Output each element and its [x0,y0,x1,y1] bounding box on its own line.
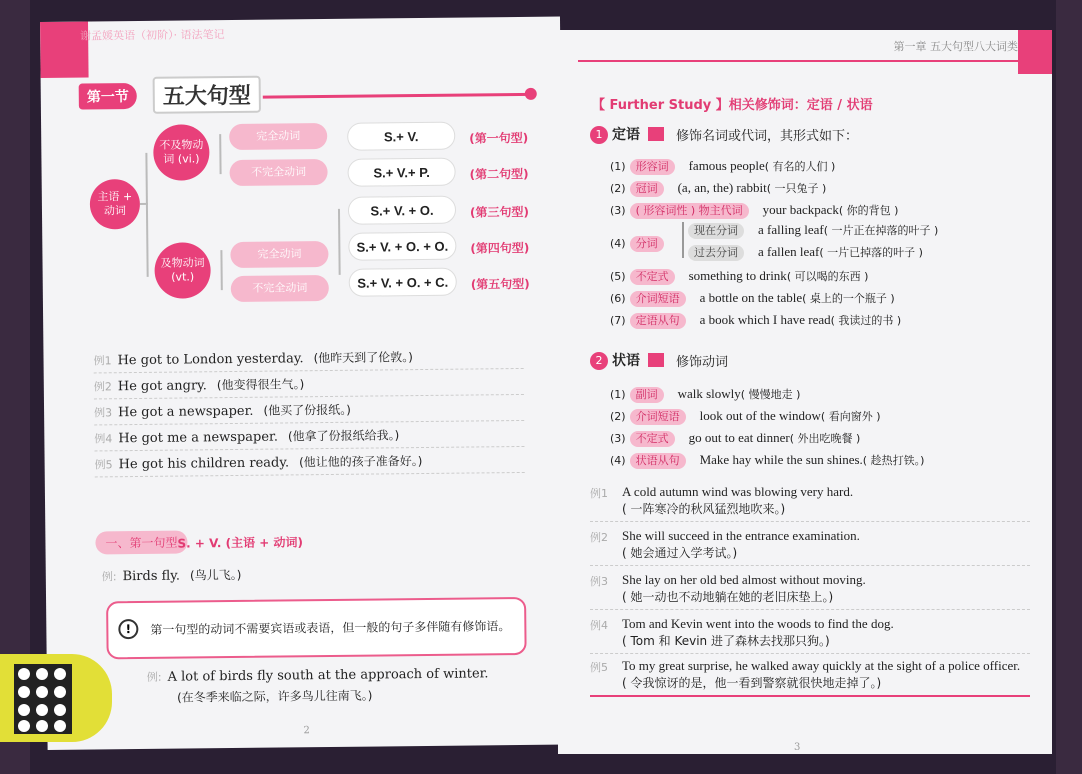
item-zh: ( 一片已掉落的叶子 ) [819,246,923,259]
example-label: 例5 [94,458,113,472]
formula-4: S.+ V. + O. + O. [348,232,456,261]
right-page [558,30,1052,754]
example-en: He got me a newspaper. [118,429,279,447]
example-zh: (他变得很生气。) [216,377,305,393]
item-zh: ( 一只兔子 ) [766,182,827,195]
item-number: (6) [610,292,626,305]
item-en: a falling leaf [758,222,824,237]
section-2-desc: 修饰动词 [676,355,729,370]
item-tag: 不定式 [630,269,675,285]
example-zh: ( 一阵寒冷的秋风猛烈地吹来。) [622,502,786,516]
bookmark-dot [54,686,66,698]
example-en: He got to London yesterday. [117,351,304,369]
bookmark-dot [36,704,48,716]
example-en: He got a newspaper. [118,403,254,421]
bookmark-dot [54,720,66,732]
item-tag: 定语从句 [630,313,686,329]
item-tag: 冠词 [630,181,664,197]
sub-section-badge: 一、第一句型 [95,530,187,554]
item-zh: ( 一片正在掉落的叶子 ) [823,224,939,237]
example-zh: (鸟儿飞。) [189,567,242,583]
example-label: 例2 [590,531,608,544]
type-5: (第五句型) [470,276,530,292]
example-row [94,399,524,426]
bookmark-dot [18,668,30,680]
example-row [94,425,524,452]
adv-item [610,386,800,403]
participle-brace [682,222,684,258]
item-tag: ( 形容词性 ) 物主代词 [630,203,749,219]
item-zh: ( 你的背包 ) [838,204,899,217]
item-tag: 过去分词 [688,245,744,261]
item-en: a bottle on the table [699,290,803,305]
bookmark-dot [54,668,66,680]
note-text: 第一句型的动词不需要宾语或表语，但一般的句子多伴随有修饰语。 [150,619,511,637]
item-number: (7) [610,314,626,327]
item-en: Make hay while the sun shines. [699,452,863,467]
example-en: He got angry. [117,378,207,395]
page-number: 3 [794,742,801,753]
page-number: 2 [303,725,310,737]
item-tag: 介词短语 [630,291,686,307]
pill-complete-vt: 完全动词 [230,241,328,268]
item-tag: 分词 [630,236,664,252]
example-en: She will succeed in the entrance examination. [622,528,860,543]
item-en: walk slowly [677,386,741,401]
pill-complete-vi: 完全动词 [229,123,327,150]
example-label: 例: [101,570,117,584]
diagram-connector [140,203,148,205]
attr-item [610,268,868,285]
example-row [93,347,523,374]
example-en: Birds fly. [122,568,181,585]
example-label: 例4 [94,432,113,446]
item-tag: 不定式 [630,431,675,447]
item-number: (4) [610,454,626,467]
item-en: your backpack [762,202,839,217]
adv-item [610,430,860,447]
example-label: 例: [146,670,162,684]
example-en: She lay on her old bed almost without moving. [622,572,866,587]
item-tag: 形容词 [630,159,675,175]
attr-item [610,202,898,219]
example-en: To my great surprise, he walked away quickly at the sight of a police officer. [622,658,1021,673]
further-study-title: 【 Further Study 】相关修饰词：定语 / 状语 [592,98,873,113]
example-zh: (他拿了份报纸给我。) [287,428,400,444]
example-label: 例2 [93,380,112,394]
diagram-brace-vi [219,134,221,174]
bookmark-dot [36,686,48,698]
formula-2: S.+ V.+ P. [347,158,455,187]
bookmark-dot [18,720,30,732]
item-en: something to drink [688,268,787,283]
type-1: (第一句型) [469,130,529,146]
formula-1: S.+ V. [347,122,455,151]
example-en: A cold autumn wind was blowing very hard. [622,484,854,499]
attr-item [610,158,835,175]
item-number: (1) [610,160,626,173]
adv-item [610,408,881,425]
item-number: (4) [610,237,626,250]
subject-verb-circle: 主语 + 动词 [90,179,141,230]
section-1-bar [648,127,664,141]
left-page-header: 谢孟媛英语（初阶）· 语法笔记 [80,28,225,43]
item-number: (2) [610,410,626,423]
example-zh: (他昨天到了伦敦。) [313,350,413,366]
item-en: a book which I have read [699,312,831,327]
pill-incomplete-vt: 不完全动词 [231,275,329,302]
example-zh: ( Tom 和 Kevin 进了森林去找那只狗。) [622,634,830,648]
vt-circle: 及物动词 (vt.) [154,242,211,299]
section-1-desc: 修饰名词或代词，其形式如下： [676,129,859,144]
bookmark-dot [36,720,48,732]
diagram-brace-vt [220,250,222,290]
corner-tab [1018,30,1052,74]
example-row [95,451,525,478]
item-zh: ( 慢慢地走 ) [740,388,801,401]
item-zh: ( 有名的人们 ) [764,160,836,173]
attr-item [610,290,895,307]
example-zh: ( 令我惊讶的是，他一看到警察就很快地走掉了。) [622,676,882,690]
example-zh: (他买了份报纸。) [263,402,351,418]
right-example [590,484,1030,522]
section-2-name: 状语 [612,353,640,369]
example-label: 例3 [590,575,608,588]
section-title: 五大句型 [153,76,261,114]
item-zh: ( 外出吃晚餐 ) [789,432,861,445]
pill-incomplete-vi: 不完全动词 [229,159,327,186]
item-zh: ( 看向窗外 ) [820,410,881,423]
example-label: 例1 [93,354,112,368]
attr-item [610,312,901,329]
note-example-zh: (在冬季来临之际，许多鸟儿往南飞。) [177,688,373,705]
attr-item [610,180,826,197]
item-number: (5) [610,270,626,283]
item-en: look out of the window [699,408,821,423]
attr-item-participle [610,236,664,252]
example-en: He got his children ready. [118,455,290,473]
type-4: (第四句型) [470,240,530,256]
section-2-bar [648,353,664,367]
adv-item [610,452,924,469]
type-3: (第三句型) [469,204,530,220]
bookmark-dot [54,704,66,716]
title-dot [525,88,537,100]
example-zh: (他让他的孩子准备好。) [298,454,423,470]
item-en: a fallen leaf [758,244,820,259]
header-rule [578,60,1032,62]
participle-sub-item [688,244,923,261]
item-number: (3) [610,204,626,217]
diagram-brace-main [145,153,148,277]
vi-circle: 不及物动词 (vi.) [153,124,210,181]
right-example [590,658,1030,697]
example-row [94,373,524,400]
exclamation-icon: ! [118,619,138,639]
formula-5: S.+ V. + O. + C. [349,268,457,297]
item-number: (2) [610,182,626,195]
item-zh: ( 桌上的一个瓶子 ) [802,292,895,305]
example-label: 例4 [590,619,608,632]
item-tag: 介词短语 [630,409,686,425]
title-underline [263,93,531,99]
book-cover-right [1056,0,1082,774]
item-number: (3) [610,432,626,445]
type-2: (第二句型) [469,166,529,182]
diagram-brace-vt2 [338,209,341,275]
right-example [590,616,1030,654]
sub-section-formula: S. + V. (主语 + 动词) [177,535,304,551]
birds-example [102,566,242,584]
item-en: famous people [688,158,765,173]
right-example [590,572,1030,610]
example-zh: ( 她一动也不动地躺在她的老旧床垫上。) [622,590,834,604]
note-example [147,665,489,685]
participle-sub-item [688,222,938,239]
example-zh: ( 她会通过入学考试。) [622,546,738,560]
example-en: A lot of birds fly south at the approach of winter. [167,666,489,685]
right-example [590,528,1030,566]
formula-3: S.+ V. + O. [348,196,456,225]
example-label: 例5 [590,661,608,674]
item-en: go out to eat dinner [688,430,790,445]
bookmark-dot [18,704,30,716]
example-label: 例1 [590,487,608,500]
bookmark-dot [18,686,30,698]
item-tag: 副词 [630,387,664,403]
section-badge: 第一节 [79,83,137,110]
example-label: 例3 [94,406,113,420]
item-zh: ( 趁热打铁。) [862,454,925,467]
section-1-name: 定语 [612,127,640,143]
left-page [40,17,568,750]
item-zh: ( 可以喝的东西 ) [786,270,869,283]
right-page-header: 第一章 五大句型八大词类 [893,40,1018,53]
item-zh: ( 我读过的书 ) [830,314,902,327]
item-number: (1) [610,388,626,401]
section-1-number: 1 [590,126,608,144]
item-en: (a, an, the) rabbit [677,180,767,195]
bookmark-dot [36,668,48,680]
item-tag: 现在分词 [688,223,744,239]
example-en: Tom and Kevin went into the woods to find the dog. [622,616,894,631]
section-2-number: 2 [590,352,608,370]
item-tag: 状语从句 [630,453,686,469]
